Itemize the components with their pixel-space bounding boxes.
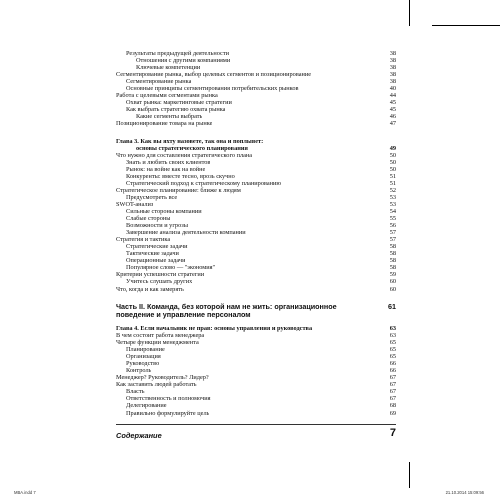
toc-entry[interactable] bbox=[116, 346, 396, 353]
toc-entry[interactable] bbox=[116, 278, 396, 285]
toc-entry-title: Стратегические задачи bbox=[126, 243, 188, 251]
toc-chapter[interactable] bbox=[116, 145, 396, 152]
toc-entry-title: Тактические задачи bbox=[126, 250, 179, 258]
toc-entry[interactable] bbox=[116, 194, 396, 201]
toc-entry[interactable] bbox=[116, 64, 396, 71]
toc-entry[interactable] bbox=[116, 78, 396, 85]
toc-entry-page: 57 bbox=[389, 229, 396, 237]
footer-section-title: Содержание bbox=[116, 431, 162, 440]
toc-entry-page: 53 bbox=[389, 200, 396, 208]
toc-entry-page: 50 bbox=[389, 151, 396, 159]
toc-entry-page: 67 bbox=[389, 381, 396, 389]
toc-entry[interactable] bbox=[116, 410, 396, 417]
toc-entry[interactable] bbox=[116, 99, 396, 106]
toc-entry-title: Предусмотреть все bbox=[126, 193, 178, 201]
toc-entry[interactable] bbox=[116, 353, 396, 360]
toc-entry[interactable] bbox=[116, 236, 396, 243]
toc-entry-title: Слабые стороны bbox=[126, 215, 171, 223]
toc-entry-title: Как заставить людей работать bbox=[116, 381, 197, 389]
toc-entry-title: Популярное слово — "экономия" bbox=[126, 264, 216, 272]
toc-entry-page: 38 bbox=[389, 64, 396, 72]
toc-entry-title: Менеджер? Руководитель? Лидер? bbox=[116, 374, 209, 382]
toc-entry-title: Делегирование bbox=[126, 402, 167, 410]
toc-entry-title: Сильные стороны компании bbox=[126, 207, 202, 215]
toc-entry-page: 59 bbox=[389, 271, 396, 279]
toc-entry[interactable] bbox=[116, 360, 396, 367]
toc-entry-page: 57 bbox=[389, 236, 396, 244]
toc-entry[interactable] bbox=[116, 286, 396, 293]
toc-entry-page: 51 bbox=[389, 179, 396, 187]
toc-entry[interactable] bbox=[116, 257, 396, 264]
toc-entry-page: 65 bbox=[389, 346, 396, 354]
toc-entry-title: Контроль bbox=[126, 367, 152, 375]
toc-entry[interactable] bbox=[116, 92, 396, 99]
toc-entry[interactable] bbox=[116, 402, 396, 409]
toc-entry[interactable] bbox=[116, 57, 396, 64]
toc-entry-page: 52 bbox=[389, 186, 396, 194]
toc-entry-page: 67 bbox=[389, 374, 396, 382]
toc-entry[interactable] bbox=[116, 50, 396, 57]
table-of-contents bbox=[116, 50, 396, 417]
toc-entry[interactable] bbox=[116, 388, 396, 395]
toc-entry-title: Основные принципы сегментирования потребительских рынков bbox=[126, 85, 299, 93]
slug-timestamp: 21.10.2014 15:09:56 bbox=[445, 490, 484, 495]
slug-file-name: MBA.indd 7 bbox=[14, 490, 36, 495]
toc-entry-title: Глава 3. Как вы яхту назовете, так она и поплывет: bbox=[116, 137, 264, 145]
toc-entry-title: Что, когда и как замерять bbox=[116, 285, 184, 293]
toc-entry[interactable] bbox=[116, 395, 396, 402]
toc-entry[interactable] bbox=[116, 180, 396, 187]
toc-spacer bbox=[116, 293, 396, 303]
toc-entry-title: Охват рынка: маркетинговые стратегии bbox=[126, 99, 232, 107]
toc-entry[interactable] bbox=[116, 374, 396, 381]
toc-entry[interactable] bbox=[116, 250, 396, 257]
toc-chapter[interactable] bbox=[116, 325, 396, 332]
toc-entry-title: Правильно формулируйте цель bbox=[126, 409, 210, 417]
footer-page-number: 7 bbox=[389, 427, 396, 439]
toc-entry[interactable] bbox=[116, 332, 396, 339]
toc-entry-title: Стратегическое планирование: ближе к людям bbox=[116, 186, 241, 194]
toc-entry-title: Организация bbox=[126, 353, 161, 361]
toc-entry-page: 47 bbox=[389, 120, 396, 128]
toc-entry-page: 50 bbox=[389, 165, 396, 173]
toc-entry-title: Стратегия и тактика bbox=[116, 236, 171, 244]
toc-entry-title: Возможности и угрозы bbox=[126, 222, 188, 230]
toc-entry-title: Руководство bbox=[126, 360, 160, 368]
toc-entry-page: 63 bbox=[389, 324, 396, 332]
toc-entry-title: Позиционирование товара на рынке bbox=[116, 120, 213, 128]
toc-entry-page: 53 bbox=[389, 193, 396, 201]
toc-entry-page: 65 bbox=[389, 339, 396, 347]
toc-entry-page: 60 bbox=[389, 278, 396, 286]
toc-entry-title: Планирование bbox=[126, 346, 165, 354]
toc-chapter[interactable] bbox=[116, 138, 396, 145]
toc-entry-page: 49 bbox=[389, 144, 396, 152]
toc-entry-title: Сегментирование рынка, выбор целевых сегментов и позиционирование bbox=[116, 71, 312, 79]
toc-entry-title: Ключевые компетенции bbox=[136, 64, 201, 72]
toc-entry-title: Четыре функции менеджмента bbox=[116, 339, 199, 347]
toc-entry-page: 58 bbox=[389, 264, 396, 272]
toc-entry[interactable] bbox=[116, 113, 396, 120]
toc-entry-page: 66 bbox=[389, 367, 396, 375]
toc-entry-title: Отношения с другими компаниями bbox=[136, 57, 231, 65]
toc-entry[interactable] bbox=[116, 106, 396, 113]
crop-mark-top bbox=[409, 0, 410, 26]
toc-entry[interactable] bbox=[116, 152, 396, 159]
toc-entry[interactable] bbox=[116, 208, 396, 215]
toc-entry-title: Что нужно для составления стратегического плана bbox=[116, 151, 253, 159]
toc-entry-title: Критерии успешности стратегии bbox=[116, 271, 205, 279]
toc-entry-page: 38 bbox=[389, 78, 396, 86]
crop-mark-right bbox=[432, 25, 500, 26]
toc-entry[interactable] bbox=[116, 201, 396, 208]
toc-entry-page: 63 bbox=[389, 332, 396, 339]
toc-entry-page: 60 bbox=[389, 285, 396, 293]
toc-entry-title: Глава 4. Если начальник не прав: основы управления и руководства bbox=[116, 324, 313, 332]
toc-entry[interactable] bbox=[116, 229, 396, 236]
toc-entry-page: 56 bbox=[389, 222, 396, 230]
toc-entry-page: 58 bbox=[389, 250, 396, 258]
toc-entry[interactable] bbox=[116, 271, 396, 278]
toc-entry-page: 58 bbox=[389, 257, 396, 265]
toc-entry-title: Рынок: на войне как на войне bbox=[126, 165, 206, 173]
toc-entry-page: 44 bbox=[389, 92, 396, 100]
toc-entry-title: Власть bbox=[126, 388, 145, 396]
toc-spacer bbox=[116, 128, 396, 138]
toc-entry[interactable] bbox=[116, 187, 396, 194]
toc-entry-title: основы стратегического планирования bbox=[136, 144, 248, 152]
toc-entry-page: 58 bbox=[389, 243, 396, 251]
toc-entry-title: Результаты предыдущей деятельности bbox=[126, 50, 229, 57]
toc-entry-title: SWOT-анализ bbox=[116, 200, 154, 208]
toc-entry-page: 38 bbox=[389, 71, 396, 79]
toc-entry-page: 68 bbox=[389, 402, 396, 410]
toc-entry[interactable] bbox=[116, 243, 396, 250]
toc-entry-page: 38 bbox=[389, 57, 396, 65]
toc-entry-title: Часть II. Команда, без которой нам не жить: организационное поведение и управление персоналом bbox=[116, 302, 337, 319]
toc-entry[interactable] bbox=[116, 264, 396, 271]
toc-entry[interactable] bbox=[116, 381, 396, 388]
toc-entry-title: Какие сегменты выбрать bbox=[136, 113, 203, 121]
toc-entry-page: 40 bbox=[389, 85, 396, 93]
toc-part[interactable] bbox=[116, 303, 396, 319]
toc-entry-page: 67 bbox=[389, 395, 396, 403]
toc-entry-page: 46 bbox=[389, 113, 396, 121]
toc-entry-title: Завершение анализа деятельности компании bbox=[126, 229, 246, 237]
toc-entry-title: Ответственность и полномочия bbox=[126, 395, 211, 403]
toc-entry-page: 45 bbox=[389, 106, 396, 114]
toc-entry-title: Сегментирование рынка bbox=[126, 78, 192, 86]
toc-entry-title: Учитесь слушать других bbox=[126, 278, 193, 286]
toc-entry[interactable] bbox=[116, 173, 396, 180]
toc-entry-page: 45 bbox=[389, 99, 396, 107]
toc-entry-title: Работа с целевыми сегментами рынка bbox=[116, 92, 218, 100]
toc-entry[interactable] bbox=[116, 85, 396, 92]
toc-entry-page: 67 bbox=[389, 388, 396, 396]
toc-entry-page: 50 bbox=[389, 158, 396, 166]
toc-entry[interactable] bbox=[116, 215, 396, 222]
toc-entry-page: 51 bbox=[389, 172, 396, 180]
toc-entry-page: 55 bbox=[389, 215, 396, 223]
toc-entry-title: В чем состоит работа менеджера bbox=[116, 332, 205, 339]
toc-entry[interactable] bbox=[116, 71, 396, 78]
toc-entry-title: Операционные задачи bbox=[126, 257, 186, 265]
toc-entry[interactable] bbox=[116, 166, 396, 173]
toc-entry[interactable] bbox=[116, 367, 396, 374]
footer-rule bbox=[116, 424, 396, 425]
toc-entry-title: Знать и любить своих клиентов bbox=[126, 158, 211, 166]
toc-entry-title: Стратегический подход к стратегическому планированию bbox=[126, 179, 282, 187]
toc-entry-page: 66 bbox=[389, 360, 396, 368]
toc-entry[interactable] bbox=[116, 159, 396, 166]
toc-entry[interactable] bbox=[116, 222, 396, 229]
toc-entry-title: Конкуренты: вместе тесно, врозь скучно bbox=[126, 172, 235, 180]
crop-mark-bottom bbox=[409, 462, 410, 488]
toc-entry[interactable] bbox=[116, 120, 396, 127]
toc-entry-page: 65 bbox=[389, 353, 396, 361]
toc-entry-page: 69 bbox=[389, 409, 396, 417]
toc-entry[interactable] bbox=[116, 339, 396, 346]
toc-entry-page: 61 bbox=[388, 301, 396, 311]
toc-entry-page: 38 bbox=[389, 50, 396, 57]
toc-entry-page: 54 bbox=[389, 207, 396, 215]
toc-entry-title: Как выбрать стратегию охвата рынка bbox=[126, 106, 226, 114]
